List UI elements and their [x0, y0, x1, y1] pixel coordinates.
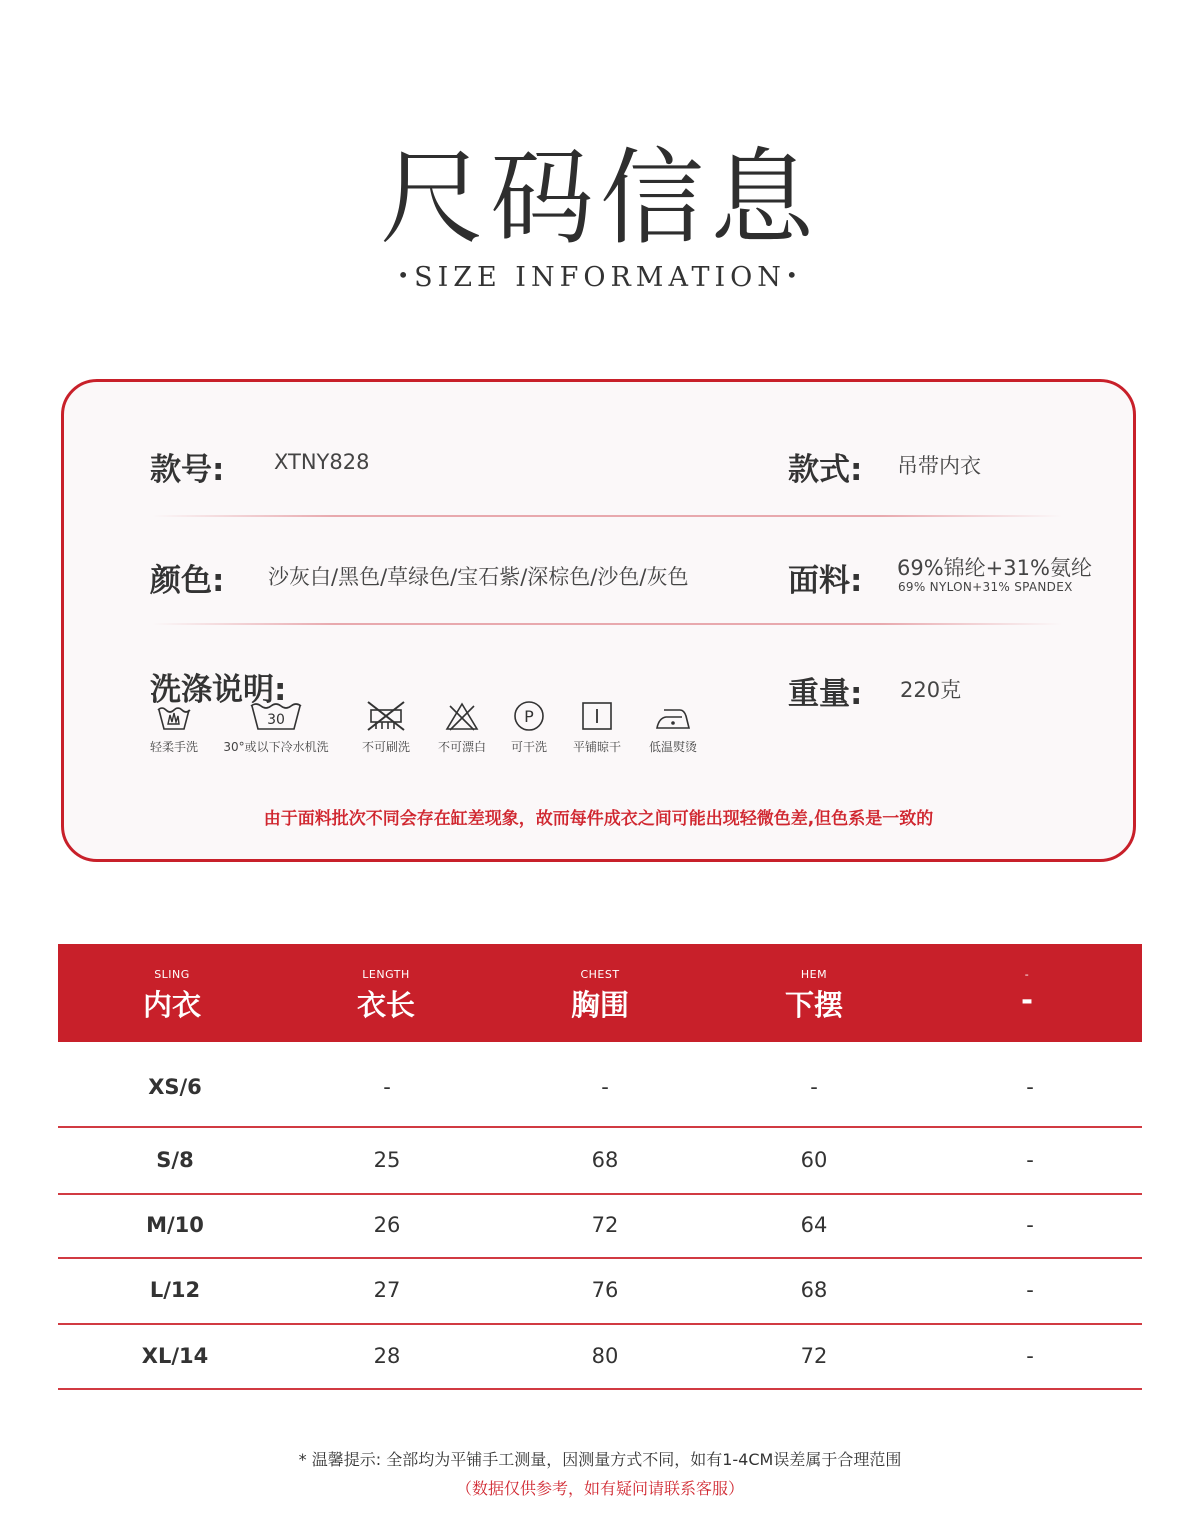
- header-col-chest: [520, 944, 680, 1024]
- header-zh: -: [1020, 983, 1034, 1017]
- care-label: 不可漂白: [437, 740, 486, 754]
- care-dry-clean: [500, 700, 558, 755]
- header-en: -: [1024, 968, 1030, 981]
- no-brush-icon: [364, 700, 408, 732]
- cell-chest: 68: [591, 1148, 619, 1172]
- cell-extra: -: [1026, 1213, 1034, 1237]
- cell-hem: 72: [800, 1344, 828, 1368]
- style-label: 款式:: [788, 452, 863, 488]
- size-table-header: [58, 944, 1142, 1042]
- cell-length: -: [383, 1075, 391, 1099]
- cell-size: S/8: [156, 1148, 194, 1172]
- header-col-extra: [947, 944, 1107, 1017]
- care-no-brush: [354, 700, 418, 755]
- cell-size: L/12: [149, 1278, 201, 1302]
- cell-hem: 64: [800, 1213, 828, 1237]
- wash-instructions-label: 洗涤说明:: [150, 672, 287, 708]
- cell-chest: 72: [591, 1213, 619, 1237]
- machine-wash-30-icon: [249, 700, 303, 732]
- care-label: 轻柔手洗: [149, 740, 198, 754]
- cell-hem: 68: [800, 1278, 828, 1302]
- header-en: HEM: [800, 968, 828, 981]
- care-label: 可干洗: [510, 740, 547, 754]
- header-zh: 内衣: [142, 988, 201, 1022]
- cell-chest: 76: [591, 1278, 619, 1302]
- care-iron-low: [638, 700, 708, 755]
- header-zh: 胸围: [570, 988, 629, 1022]
- header-en: CHEST: [580, 968, 620, 981]
- wash-temperature: 30: [267, 712, 285, 728]
- table-row: [58, 1042, 1142, 1128]
- table-row: [58, 1128, 1142, 1195]
- cell-size: XL/14: [141, 1344, 209, 1368]
- subtitle-dot-left: •: [397, 263, 415, 287]
- care-label: 平铺晾干: [572, 740, 621, 754]
- color-value: 沙灰白/黑色/草绿色/宝石紫/深棕色/沙色/灰色: [268, 565, 689, 589]
- cell-size: XS/6: [148, 1075, 202, 1099]
- header-zh: 下摆: [784, 988, 843, 1022]
- color-difference-notice: 由于面料批次不同会存在缸差现象，故而每件成衣之间可能出现轻微色差,但色系是一致的: [263, 809, 934, 829]
- page-subtitle: [0, 262, 1200, 293]
- header-en: SLING: [154, 968, 190, 981]
- cell-extra: -: [1026, 1148, 1034, 1172]
- cell-hem: -: [810, 1075, 818, 1099]
- cell-chest: -: [601, 1075, 609, 1099]
- divider: [152, 623, 1062, 625]
- care-hand-wash: [144, 700, 204, 755]
- hand-wash-icon: [156, 700, 192, 732]
- dry-flat-icon: [581, 700, 613, 732]
- cell-extra: -: [1026, 1075, 1034, 1099]
- header-col-hem: [734, 944, 894, 1024]
- cell-extra: -: [1026, 1344, 1034, 1368]
- cell-size: M/10: [146, 1213, 204, 1237]
- measurement-tip: * 温馨提示: 全部均为平铺手工测量，因测量方式不同，如有1-4CM误差属于合理范围: [298, 1450, 902, 1469]
- care-machine-wash: [216, 700, 336, 755]
- style-no-value: XTNY828: [274, 450, 370, 474]
- care-label: 低温熨烫: [648, 740, 697, 754]
- style-no-label: 款号:: [150, 452, 225, 488]
- cell-length: 25: [373, 1148, 401, 1172]
- care-label: 30°或以下冷水机洗: [223, 740, 329, 754]
- care-no-bleach: [430, 700, 494, 755]
- care-dry-flat: [564, 700, 630, 755]
- subtitle-dot-right: •: [785, 263, 803, 287]
- weight-value: 220克: [900, 678, 962, 702]
- header-en: LENGTH: [362, 968, 410, 981]
- header-col-size: [92, 944, 252, 1024]
- table-row: [58, 1325, 1142, 1390]
- color-label: 颜色:: [150, 563, 225, 599]
- no-bleach-icon: [444, 700, 480, 732]
- care-label: 不可刷洗: [361, 740, 410, 754]
- subtitle-text: SIZE INFORMATION: [414, 262, 786, 293]
- cell-length: 26: [373, 1213, 401, 1237]
- table-row: [58, 1259, 1142, 1325]
- product-info-card: [61, 379, 1136, 862]
- reference-disclaimer: （数据仅供参考，如有疑问请联系客服）: [455, 1479, 744, 1498]
- iron-low-icon: [654, 700, 692, 732]
- weight-label: 重量:: [788, 676, 863, 712]
- cell-length: 27: [373, 1278, 401, 1302]
- cell-hem: 60: [800, 1148, 828, 1172]
- header-col-length: [306, 944, 466, 1024]
- style-value: 吊带内衣: [897, 454, 981, 478]
- table-row: [58, 1195, 1142, 1259]
- cell-length: 28: [373, 1344, 401, 1368]
- page-title: 尺码信息: [379, 137, 820, 259]
- header-zh: 衣长: [356, 988, 415, 1022]
- dry-clean-p-icon: [512, 700, 546, 732]
- dry-clean-letter: P: [524, 707, 534, 726]
- fabric-value: 69%锦纶+31%氨纶: [897, 556, 1092, 580]
- cell-chest: 80: [591, 1344, 619, 1368]
- divider: [152, 515, 1062, 517]
- fabric-value-en: 69% NYLON+31% SPANDEX: [898, 580, 1073, 594]
- fabric-label: 面料:: [788, 563, 863, 599]
- cell-extra: -: [1026, 1278, 1034, 1302]
